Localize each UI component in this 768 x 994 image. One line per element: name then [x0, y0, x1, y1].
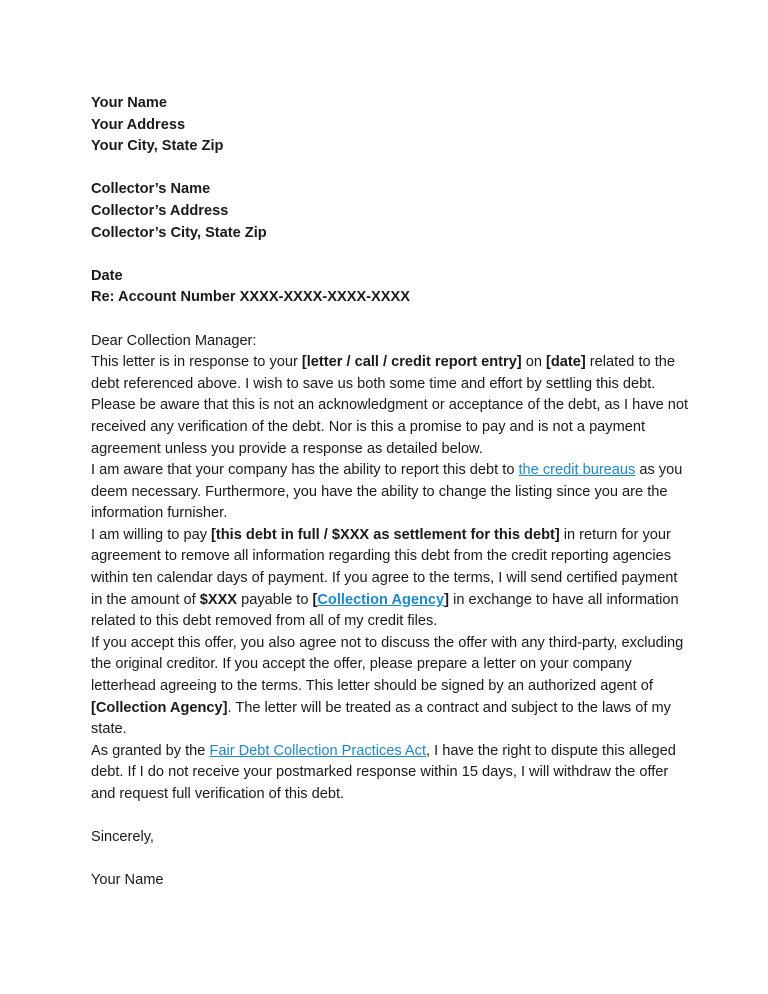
- paragraph-fdcpa: [91, 741, 691, 806]
- text-segment: Please be aware that this is not an acknowledgment or acceptance of the debt, as I have not received any verification of the debt. Nor is this a promise to pay and is not a payment agreement unless you provide a response as detailed below.: [91, 397, 689, 457]
- text-segment: As granted by the: [91, 742, 210, 759]
- letter-date: Date: [91, 267, 123, 284]
- date-reference-block: [91, 266, 691, 309]
- bold-placeholder: [this debt in full / $XXX as settlement for this debt]: [211, 526, 560, 543]
- text-segment: I am aware that your company has the ability to report this debt to: [91, 462, 519, 479]
- sender-city-state-zip: Your City, State Zip: [91, 138, 224, 155]
- salutation: Dear Collection Manager:: [91, 332, 257, 349]
- text-segment: If you accept this offer, you also agree not to discuss the offer with any third-party, excluding the original creditor. If you accept the offer, please prepare a letter on your company letterhead agreeing to the terms. This letter should be signed by an authorized agent of: [91, 634, 684, 695]
- recipient-city-state-zip: Collector’s City, State Zip: [91, 224, 267, 241]
- text-segment: as you deem necessary. Furthermore, you have the ability to change the listing since you are the information furnisher.: [91, 462, 683, 522]
- bold-placeholder: [Collection Agency]: [91, 699, 228, 716]
- sender-address: Your Address: [91, 116, 186, 133]
- paragraph-offer: [91, 525, 691, 633]
- text-segment: , I have the right to dispute this alleged debt. If I do not receive your postmarked response within 15 days, I will withdraw the offer and request full verification of this debt.: [91, 742, 676, 802]
- bold-amount: $XXX: [199, 591, 238, 608]
- letter-content: [91, 331, 691, 806]
- text-segment: payable to: [237, 591, 313, 608]
- sender-block: [91, 93, 691, 158]
- credit-bureaus-link[interactable]: the credit bureaus: [518, 462, 636, 479]
- paragraph-terms: [91, 633, 691, 741]
- text-segment: in exchange to have all information related to this debt removed from all of my credit files.: [91, 591, 679, 630]
- bold-placeholder: [letter / call / credit report entry]: [301, 354, 522, 371]
- bold-placeholder: [date]: [546, 354, 586, 371]
- bracket-close: ]: [444, 591, 450, 608]
- fdcpa-link[interactable]: Fair Debt Collection Practices Act: [209, 742, 427, 759]
- text-segment: on: [521, 354, 547, 371]
- text-segment: related to the debt referenced above. I wish to save us both some time and effort by settling this debt.: [91, 354, 675, 392]
- signature-name: Your Name: [91, 872, 164, 889]
- paragraph-response: [91, 352, 691, 395]
- text-segment: I am willing to pay: [91, 526, 212, 543]
- closing: Sincerely,: [91, 829, 154, 846]
- account-reference: Re: Account Number XXXX-XXXX-XXXX-XXXX: [91, 289, 410, 306]
- sender-name: Your Name: [91, 95, 167, 111]
- paragraph-acknowledgment: [91, 395, 691, 460]
- letter-body: [91, 93, 691, 892]
- recipient-block: [91, 179, 691, 244]
- collection-agency-link[interactable]: Collection Agency: [317, 591, 445, 608]
- paragraph-credit-bureaus: [91, 460, 691, 525]
- text-segment: This letter is in response to your: [91, 354, 302, 371]
- recipient-address: Collector’s Address: [91, 202, 229, 219]
- bracket-open: [: [312, 591, 318, 608]
- recipient-name: Collector’s Name: [91, 181, 211, 198]
- text-segment: . The letter will be treated as a contract and subject to the laws of my state.: [91, 699, 671, 738]
- text-segment: in return for your agreement to remove all information regarding this debt from the credit reporting agencies within ten calendar days of payment. If you agree to the terms, I will send certified payment in the amount of: [91, 526, 678, 608]
